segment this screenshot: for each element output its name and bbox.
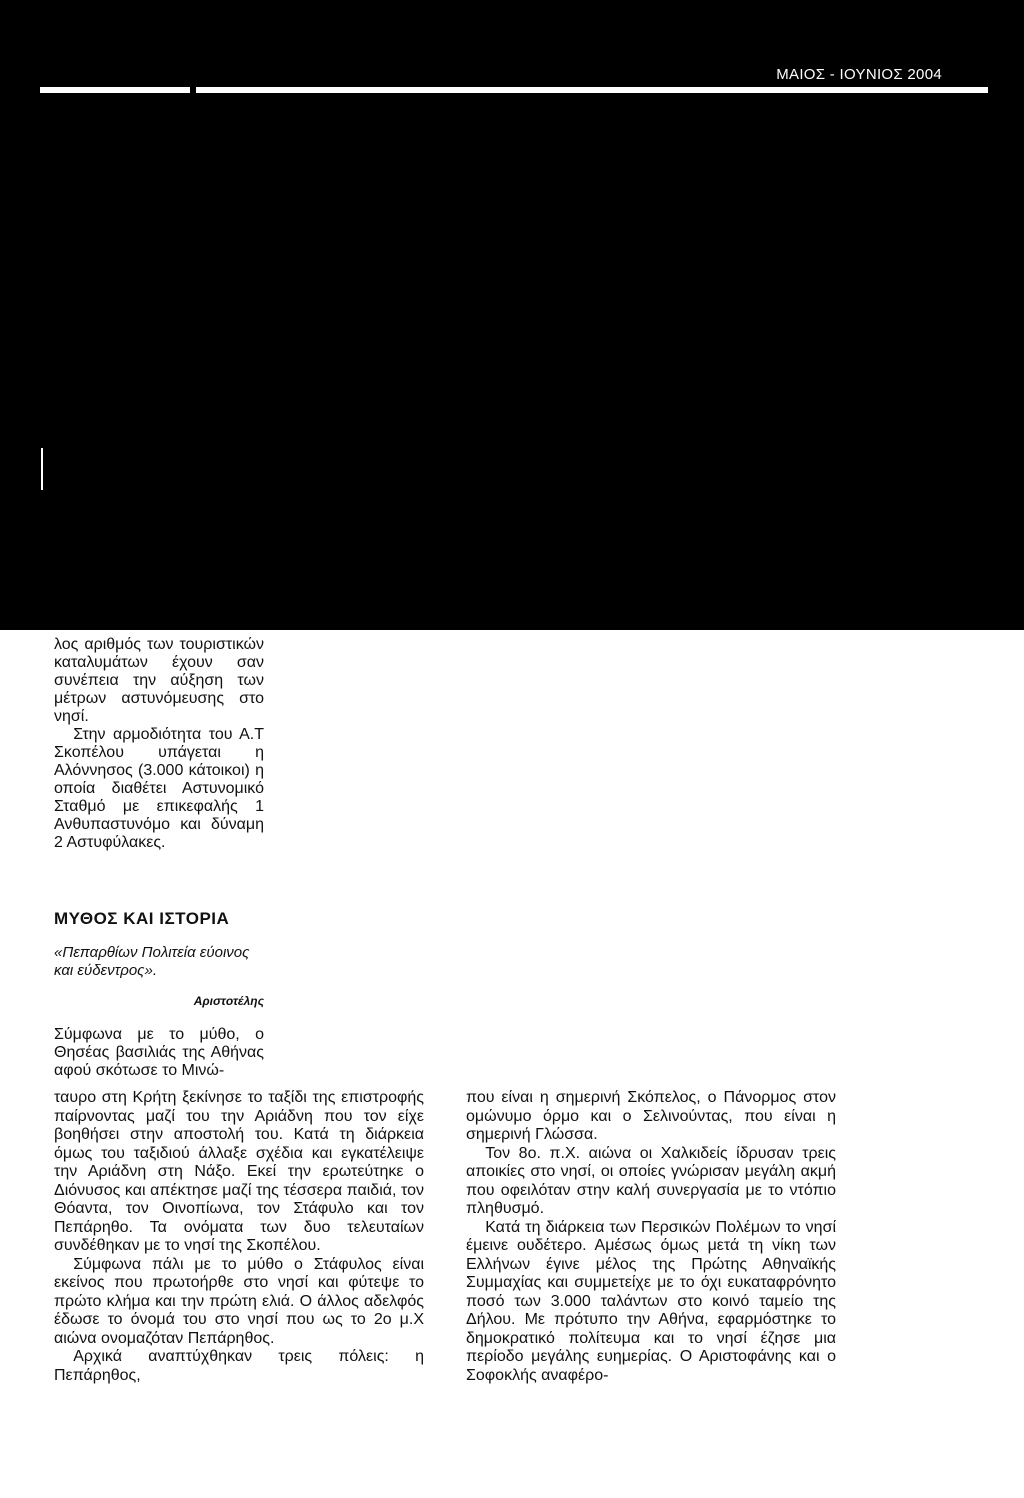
left-paragraph-3: Αρχικά αναπτύχθηκαν τρεις πόλεις: η Πεπάρηθος, — [54, 1348, 424, 1384]
header-rule-left — [40, 87, 190, 93]
intro-paragraph — [54, 1026, 264, 1080]
left-column — [54, 1089, 424, 1385]
edge-mark — [41, 448, 43, 490]
right-paragraph-2: Τον 8ο. π.Χ. αιώνα οι Χαλκιδείς ίδρυσαν τρεις αποικίες στο νησί, οι οποίες γνώρισαν μεγάλη ακμή που οφειλόταν στην καλή συνεργασία με το ντόπιο πληθυσμό. — [466, 1144, 836, 1217]
issue-date: ΜΑΙΟΣ - ΙΟΥΝΙΟΣ 2004 — [776, 66, 942, 83]
header-rule-right — [196, 87, 988, 93]
epigraph-author: Αριστοτέλης — [193, 994, 264, 1008]
intro-text: Σύμφωνα με το μύθο, ο Θησέας βασιλιάς της Αθήνας αφού σκότωσε το Μινώ- — [54, 1026, 264, 1079]
epigraph-quote: «Πεπαρθίων Πολιτεία εύοινος και εύδεντρος». — [54, 944, 250, 979]
narrow-paragraph-1: λος αριθμός των τουριστικών καταλυμάτων έχουν σαν συνέπεια την αύξηση των μέτρων αστυνόμευσης στο νησί. — [54, 636, 264, 725]
right-column — [466, 1089, 836, 1385]
photo-area — [0, 0, 1024, 630]
narrow-column — [54, 636, 264, 852]
section-heading: ΜΥΘΟΣ ΚΑΙ ΙΣΤΟΡΙΑ — [54, 909, 230, 928]
right-paragraph-1: που είναι η σημερινή Σκόπελος, ο Πάνορμος στον ομώνυμο όρμο και ο Σελινούντας, που είναι η σημερινή Γλώσσα. — [466, 1089, 836, 1143]
narrow-paragraph-2: Στην αρμοδιότητα του Α.Τ Σκοπέλου υπάγεται η Αλόννησος (3.000 κάτοικοι) η οποία διαθέτει Αστυνομικό Σταθμό με επικεφαλής 1 Ανθυπαστυνόμο και δύναμη 2 Αστυφύλακες. — [54, 726, 264, 851]
left-paragraph-1: ταυρο στη Κρήτη ξεκίνησε το ταξίδι της επιστροφής παίρνοντας μαζί του την Αριάδνη που τον είχε βοηθήσει στην αποστολή του. Κατά τη διάρκεια όμως του ταξιδιού άλλαξε σχέδια και εγκατέλειψε την Αριάδνη στη Νάξο. Εκεί την ερωτεύτηκε ο Διόνυσος και απέκτησε μαζί της τέσσερα παιδιά, τον Θόαντα, τον Οινοπίωνα, τον Στάφυλο και τον Πεπάρηθο. Τα ονόματα των δυο τελευταίων συνδέθηκαν με το νησί της Σκοπέλου. — [54, 1089, 424, 1254]
right-paragraph-3: Κατά τη διάρκεια των Περσικών Πολέμων το νησί έμεινε ουδέτερο. Αμέσως όμως μετά τη νίκη των Ελλήνων έγινε μέλος της Πρώτης Αθηναϊκής Συμμαχίας και συμμετείχε με το όχι ευκαταφρόνητο ποσό των 3.000 ταλάντων στο κοινό ταμείο της Δήλου. Με πρότυπο την Αθήνα, εφαρμόστηκε το δημοκρατικό πολίτευμα και το νησί έζησε μια περίοδο μεγάλης ευημερίας. Ο Αριστοφάνης και ο Σοφοκλής αναφέρο- — [466, 1218, 836, 1384]
left-paragraph-2: Σύμφωνα πάλι με το μύθο ο Στάφυλος είναι εκείνος που πρωτοήρθε στο νησί και φύτεψε το πρώτο κλήμα και την πρώτη ελιά. Ο άλλος αδελφός έδωσε το όνομά του στο νησί που ως το 2ο μ.Χ αιώνα ονομαζόταν Πεπάρηθος. — [54, 1255, 424, 1347]
